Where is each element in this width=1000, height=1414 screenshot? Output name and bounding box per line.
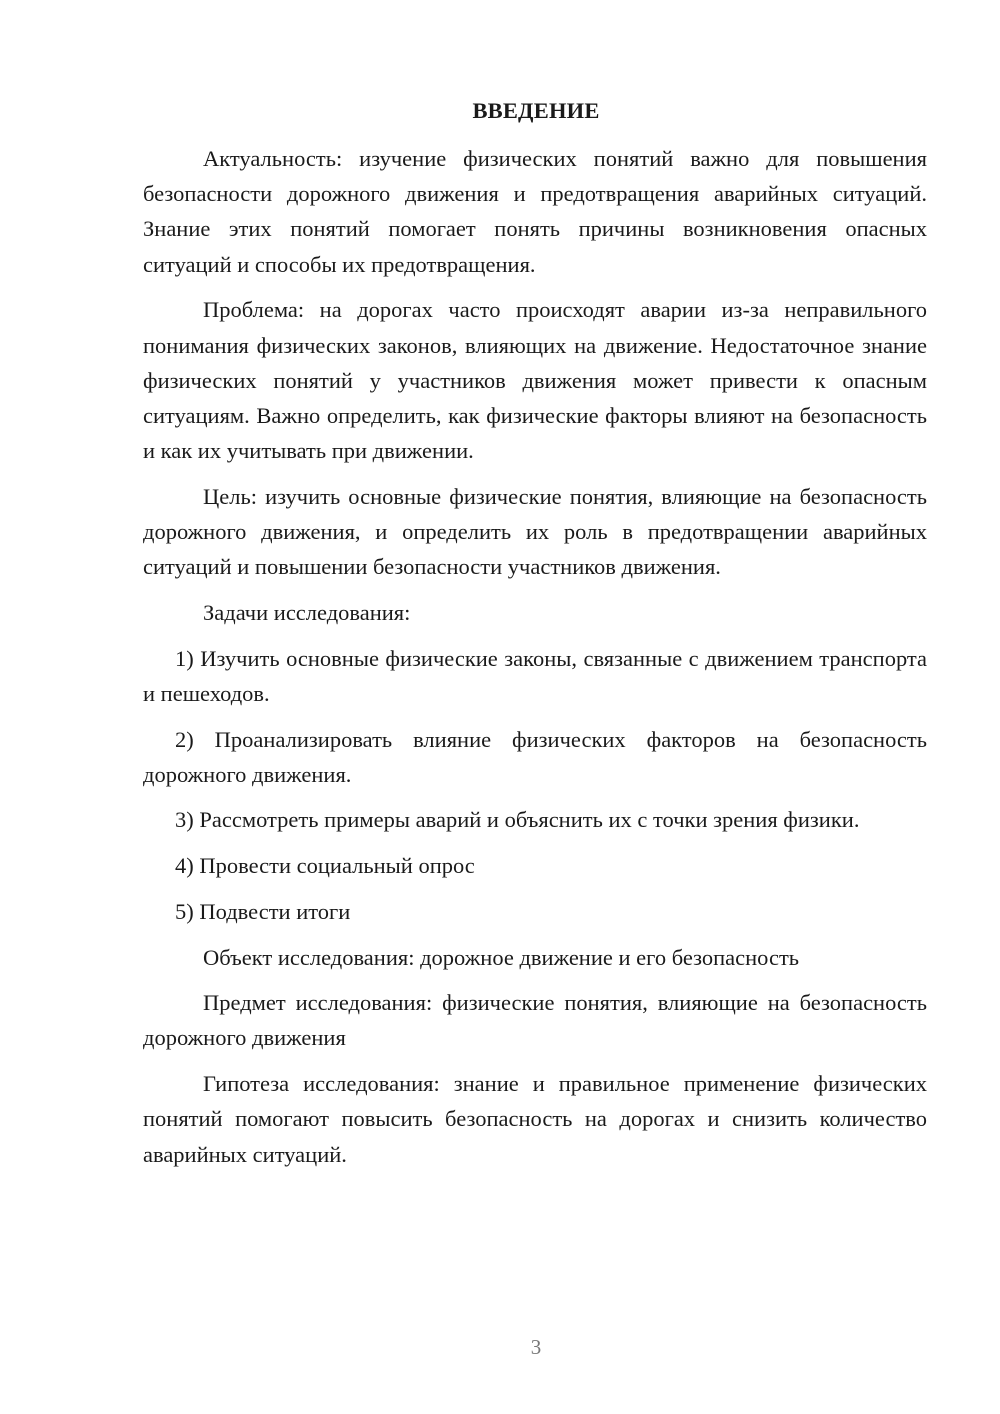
paragraph-goal: Цель: изучить основные физические понятия, влияющие на безопасность дорожного движения, и определить их роль в предотвращении аварийных ситуаций и повышении безопасности участников движения. [143,483,927,580]
list-item-task-5: 5) Подвести итоги [175,898,351,924]
paragraph-relevance: Актуальность: изучение физических понятий важно для повышения безопасности дорожного движения и предотвращения аварийных ситуаций. Знание этих понятий помогает понять причины возникновения опасных ситуаций и способы их предотвращения. [143,146,927,277]
page-number: 3 [530,1335,542,1359]
paragraph-subject: Предмет исследования: физические понятия, влияющие на безопасность дорожного движения [143,990,927,1051]
paragraph-hypothesis: Гипотеза исследования: знание и правильное применение физических понятий помогают повысить безопасность на дорогах и снизить количество аварийных ситуаций. [143,1071,927,1167]
paragraph-object: Объект исследования: дорожное движение и его безопасность [203,944,800,970]
list-item-task-4: 4) Провести социальный опрос [175,853,475,879]
list-item-task-1: 1) Изучить основные физические законы, связанные с движением транспорта и пешеходов. [143,645,927,706]
paragraph-problem: Проблема: на дорогах часто происходят аварии из-за неправильного понимания физических законов, влияющих на движение. Недостаточное знание физических понятий у участников движения может привести к опасным ситуациям. Важно определить, как физические факторы влияют на безопасность и как их учитывать при движении. [143,297,927,464]
list-item-task-2: 2) Проанализировать влияние физических факторов на безопасность дорожного движения. [143,726,927,787]
page-title: ВВЕДЕНИЕ [472,98,600,123]
paragraph-tasks-heading: Задачи исследования: [203,599,411,625]
document-body [143,141,927,1182]
list-item-task-3: 3) Рассмотреть примеры аварий и объяснить их с точки зрения физики. [175,807,860,833]
